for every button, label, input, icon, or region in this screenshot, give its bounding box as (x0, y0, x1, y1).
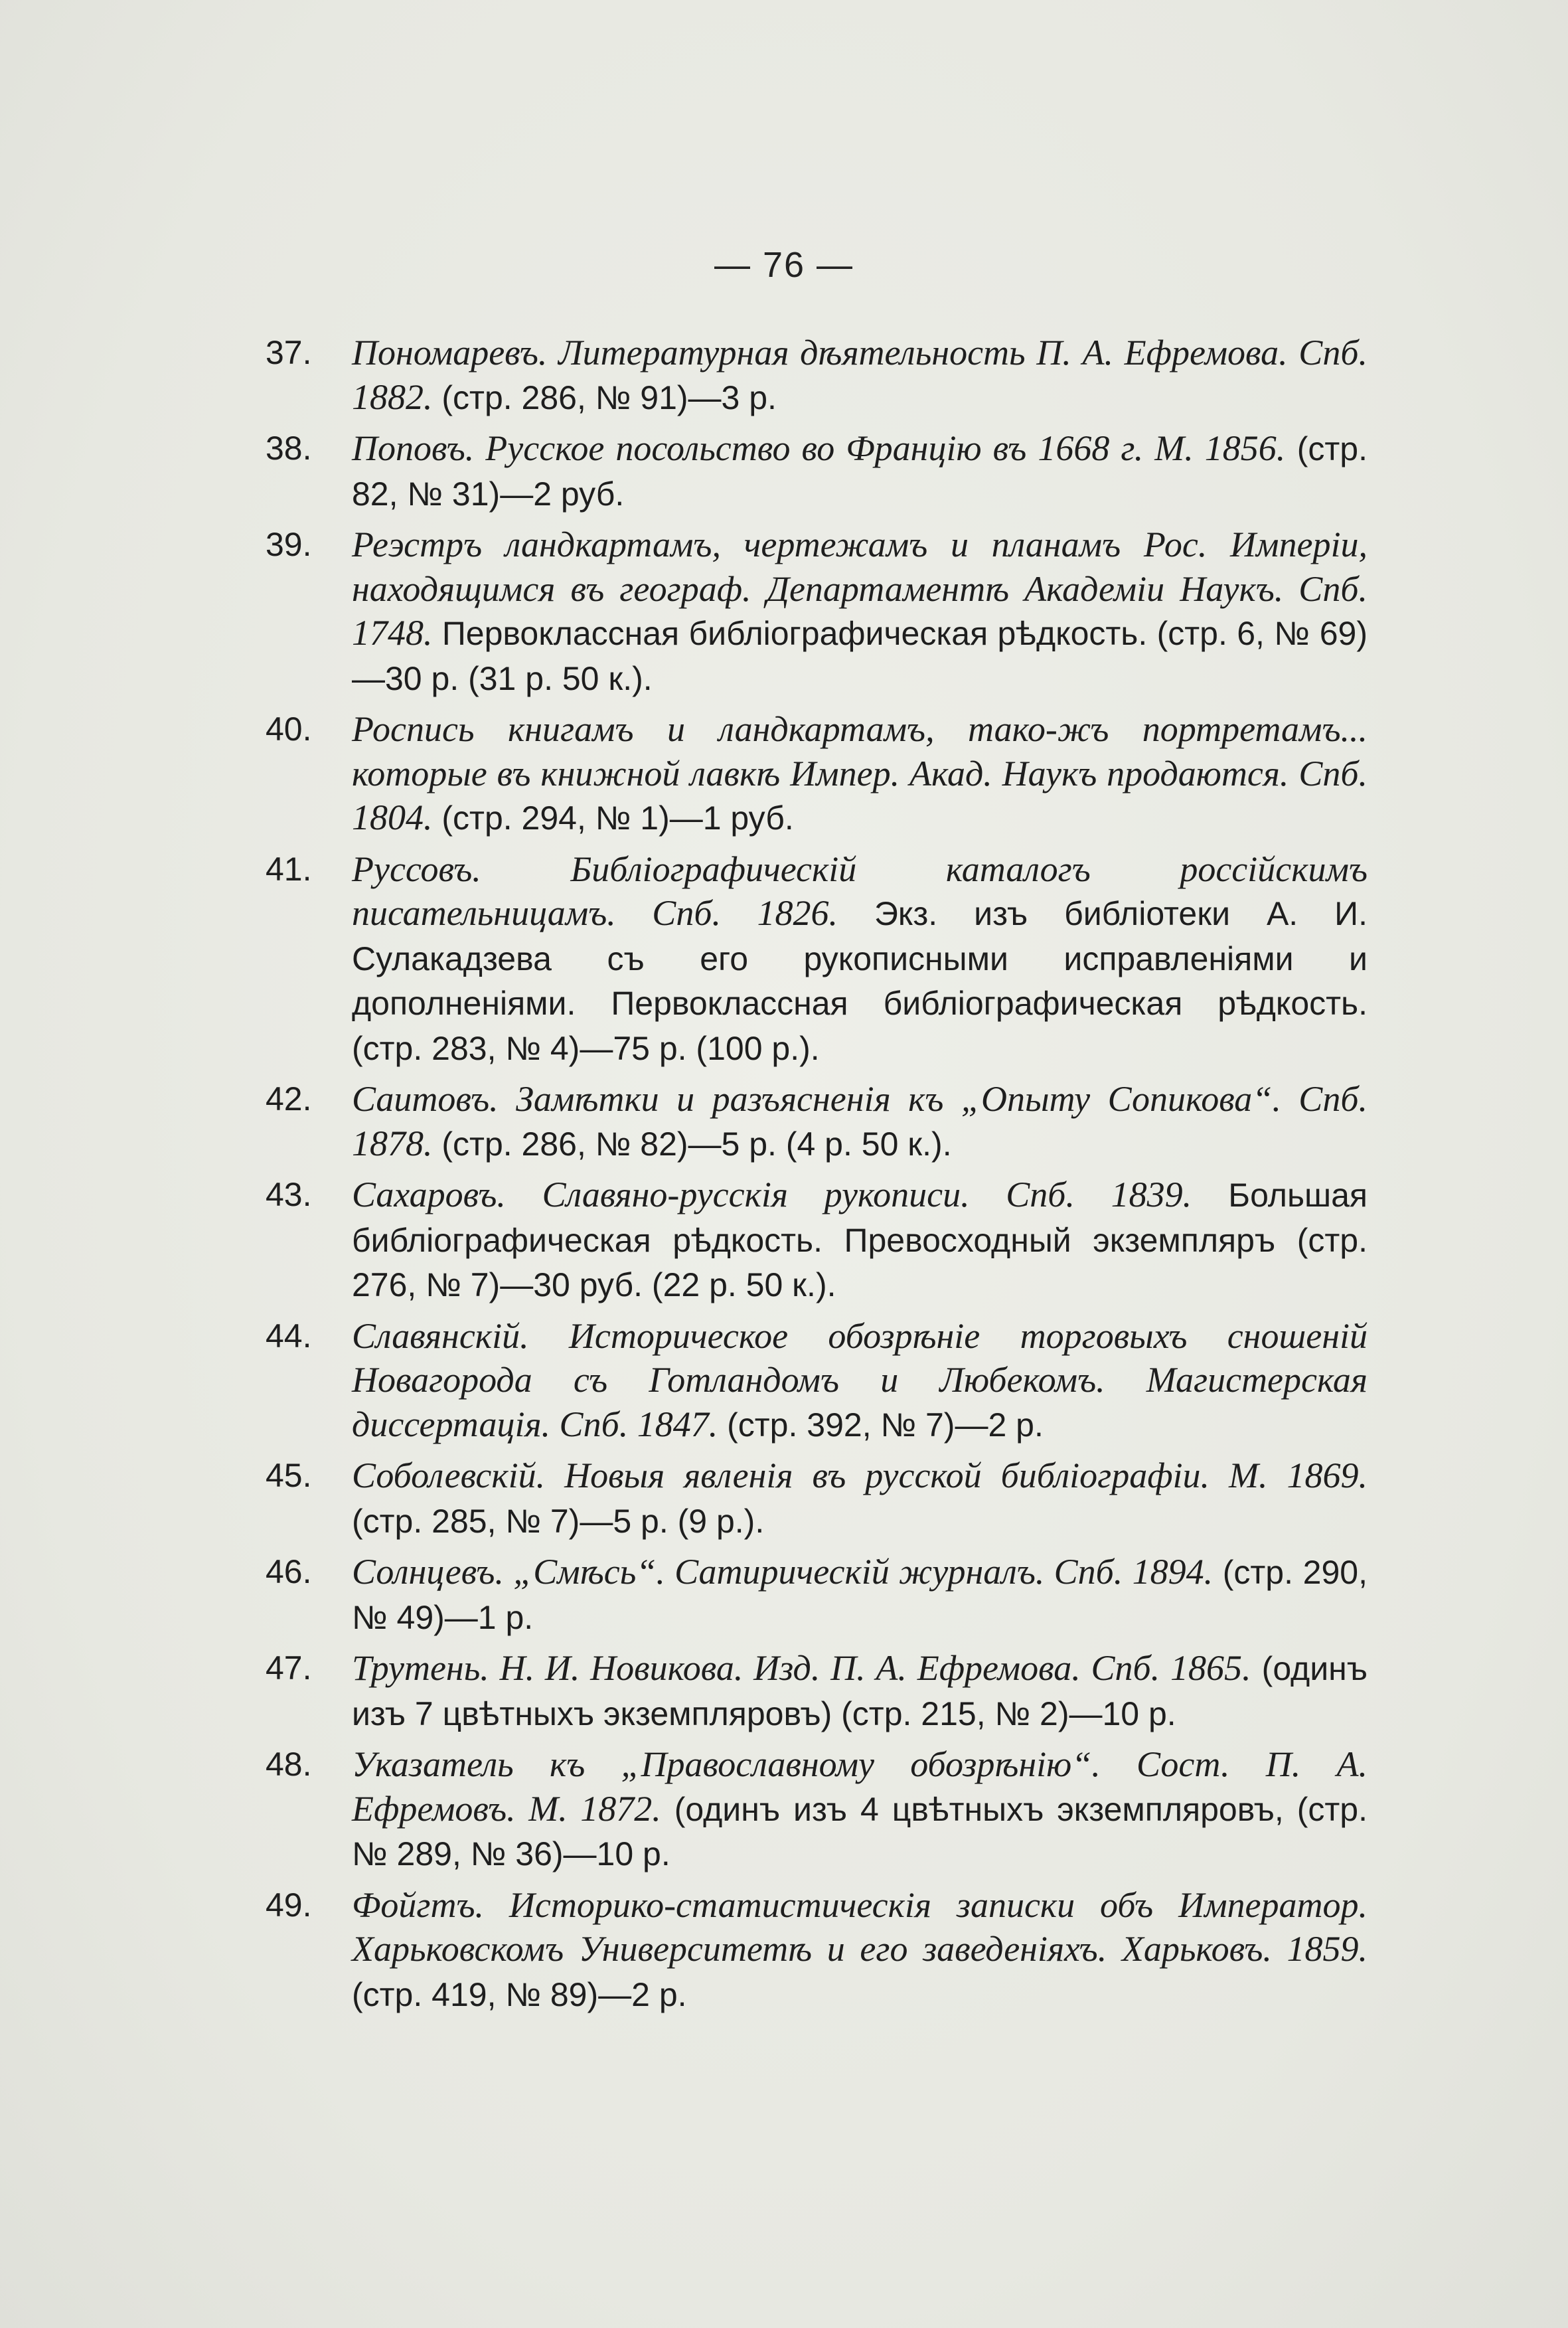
catalog-entry (266, 1314, 1368, 1448)
entry-details: (стр. 392, № 7)—2 р. (718, 1406, 1044, 1444)
entry-number: 43. (266, 1176, 312, 1213)
entry-details: (стр. 286, № 91)—3 р. (432, 378, 777, 416)
entry-title: Фойгтъ. Историко-статистическія записки объ Император. Харьковскомъ Университетѣ и его заведеніяхъ. Харьковъ. 1859. (352, 1884, 1368, 1969)
entry-title: Саитовъ. Замѣтки и разъясненія къ „Опыту Сопикова“. Спб. 1878. (352, 1079, 1368, 1163)
catalog-entry (266, 847, 1368, 1071)
entry-text (352, 1077, 1368, 1166)
entry-details: (стр. 419, № 89)—2 р. (352, 1975, 687, 2013)
catalog-entry (266, 1454, 1368, 1543)
entry-text (352, 1883, 1368, 2017)
entry-details: Первоклассная библіографическая рѣдкость. (стр. 6, № 69)—30 р. (31 р. 50 к.). (352, 615, 1368, 697)
entry-details: (стр. 285, № 7)—5 р. (9 р.). (352, 1502, 765, 1540)
entry-details: (стр. 290, № 49)—1 р. (352, 1554, 1368, 1636)
entry-text (352, 1742, 1368, 1876)
entry-text (352, 847, 1368, 1071)
entry-details: (одинъ изъ 4 цвѣтныхъ экземпляровъ, (стр. № 289, № 36)—10 р. (352, 1790, 1368, 1872)
entry-details: Экз. изъ библіотеки А. И. Сулакадзева съ его рукописными исправленіями и дополненіями. Первоклассная библіографическая рѣдкость. (стр. 283, № 4)—75 р. (100 р.). (352, 895, 1368, 1067)
entry-text (352, 1646, 1368, 1736)
entry-number: 49. (266, 1886, 312, 1924)
entry-details: (одинъ изъ 7 цвѣтныхъ экземпляровъ) (стр. 215, № 2)—10 р. (352, 1650, 1368, 1732)
entry-number: 45. (266, 1457, 312, 1494)
catalog-entry-list (266, 331, 1368, 2023)
entry-text (352, 1173, 1368, 1307)
entry-text (352, 1550, 1368, 1639)
entry-title: Пономаревъ. Литературная дѣятельность П. А. Ефремова. Спб. 1882. (352, 333, 1368, 417)
entry-title: Роспись книгамъ и ландкартамъ, тако-жъ портретамъ... которые въ книжной лавкѣ Импер. Акад. Наукъ продаются. Спб. 1804. (352, 709, 1368, 837)
entry-title: Указатель къ „Православному обозрѣнію“. Сост. П. А. Ефремовъ. М. 1872. (352, 1744, 1368, 1829)
entry-text (352, 523, 1368, 701)
entry-details: (стр. 82, № 31)—2 руб. (352, 430, 1368, 513)
entry-number: 39. (266, 526, 312, 563)
entry-text (352, 1314, 1368, 1448)
entry-title: Руссовъ. Библіографическій каталогъ россійскимъ писательницамъ. Спб. 1826. (352, 849, 1368, 933)
entry-title: Сахаровъ. Славяно-русскія рукописи. Спб. 1839. (352, 1175, 1192, 1214)
entry-number: 48. (266, 1746, 312, 1783)
catalog-entry (266, 1550, 1368, 1639)
entry-number: 46. (266, 1553, 312, 1590)
entry-details: (стр. 294, № 1)—1 руб. (432, 799, 794, 837)
entry-number: 40. (266, 710, 312, 748)
entry-text (352, 1454, 1368, 1543)
entry-number: 44. (266, 1317, 312, 1355)
catalog-entry (266, 331, 1368, 420)
entry-text (352, 707, 1368, 841)
entry-title: Солнцевъ. „Смѣсь“. Сатирическій журналъ. Спб. 1894. (352, 1552, 1214, 1592)
entry-number: 47. (266, 1649, 312, 1687)
entry-number: 41. (266, 850, 312, 888)
catalog-entry (266, 426, 1368, 516)
catalog-entry (266, 1173, 1368, 1307)
entry-details: (стр. 286, № 82)—5 р. (4 р. 50 к.). (432, 1125, 952, 1163)
entry-text (352, 331, 1368, 420)
entry-title: Соболевскій. Новыя явленія въ русской библіографіи. М. 1869. (352, 1455, 1368, 1495)
entry-number: 38. (266, 430, 312, 467)
catalog-entry (266, 707, 1368, 841)
catalog-entry (266, 1646, 1368, 1736)
catalog-entry (266, 523, 1368, 701)
entry-number: 42. (266, 1080, 312, 1118)
catalog-entry (266, 1742, 1368, 1876)
entry-title: Реэстръ ландкартамъ, чертежамъ и планамъ Рос. Имперіи, находящимся въ географ. Департаментѣ Академіи Наукъ. Спб. 1748. (352, 525, 1368, 653)
entry-title: Поповъ. Русское посольство во Францію въ 1668 г. М. 1856. (352, 428, 1286, 468)
entry-text (352, 426, 1368, 516)
catalog-entry (266, 1077, 1368, 1166)
entry-number: 37. (266, 334, 312, 371)
entry-details: Большая библіографическая рѣдкость. Превосходный экземпляръ (стр. 276, № 7)—30 руб. (22 р. 50 к.). (352, 1177, 1368, 1303)
entry-title: Трутень. Н. И. Новикова. Изд. П. А. Ефремова. Спб. 1865. (352, 1648, 1251, 1688)
page-number: — 76 — (714, 245, 854, 285)
catalog-entry (266, 1883, 1368, 2017)
entry-title: Славянскій. Историческое обозрѣніе торговыхъ сношеній Новагорода съ Готландомъ и Любекомъ. Магистерская диссертація. Спб. 1847. (352, 1315, 1368, 1444)
